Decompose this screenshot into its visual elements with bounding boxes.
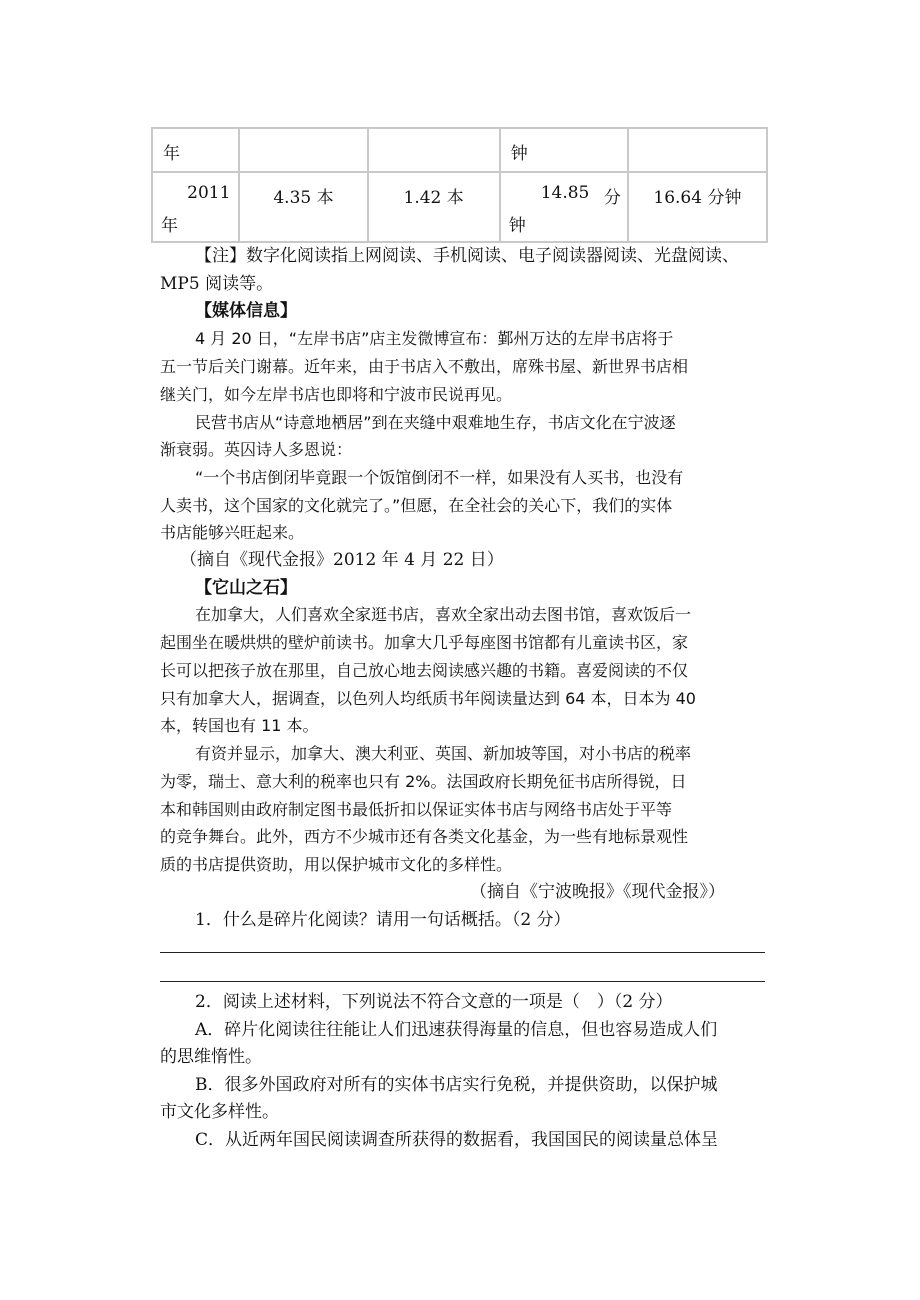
option-b-line: B．很多外国政府对所有的实体书店实行免税，并提供资助，以保护城 bbox=[195, 1075, 718, 1095]
other-source: （摘自《宁波晚报》《现代金报》） bbox=[470, 882, 725, 902]
media-quote-line: 人卖书，这个国家的文化就完了。”但愿，在全社会的关心下，我们的实体 bbox=[160, 496, 673, 515]
media-paragraph-line: 五一节后关门谢幕。近年来，由于书店入不敷出，席殊书屋、新世界书店相 bbox=[160, 357, 689, 376]
e-books-value: 1.42 本 bbox=[403, 188, 464, 208]
question-2: 2．阅读上述材料，下列说法不符合文意的一项是（ ）（2 分） bbox=[195, 992, 673, 1012]
media-quote-line: 书店能够兴旺起来。 bbox=[160, 523, 305, 542]
digital-time-value: 14.85 bbox=[540, 183, 590, 203]
media-source: （摘自《现代金报》2012 年 4 月 22 日） bbox=[180, 550, 504, 570]
reading-survey-table bbox=[151, 127, 768, 243]
option-a-line: A．碎片化阅读往往能让人们迅速获得海量的信息，但也容易造成人们 bbox=[195, 1020, 718, 1040]
option-a-line: 的思维惰性。 bbox=[160, 1047, 262, 1067]
media-quote-line: “一个书店倒闭毕竟跟一个饭馆倒闭不一样，如果没有人买书，也没有 bbox=[195, 468, 684, 487]
other-paragraph-line: 长可以把孩子放在那里，自己放心地去阅读感兴趣的书籍。喜爱阅读的不仅 bbox=[160, 661, 689, 680]
note-line: 【注】数字化阅读指上网阅读、手机阅读、电子阅读器阅读、光盘阅读、 bbox=[195, 246, 739, 266]
other-paragraph-line: 本和韩国则由政府制定图书最低折扣以保证实体书店与网络书店处于平等 bbox=[160, 800, 673, 819]
table-row bbox=[152, 172, 767, 242]
other-paragraph-line: 本，转国也有 11 本。 bbox=[160, 716, 319, 735]
option-b-line: 市文化多样性。 bbox=[160, 1102, 279, 1122]
year-unit: 年 bbox=[161, 216, 178, 236]
other-paragraph-line: 只有加拿大人，据调查，以色列人均纸质书年阅读量达到 64 本，日本为 40 bbox=[160, 689, 696, 708]
answer-line[interactable] bbox=[160, 981, 765, 982]
other-time-value: 16.64 分钟 bbox=[653, 188, 742, 208]
other-paragraph-line: 为零，瑞士、意大利的税率也只有 2%。法国政府长期免征书店所得锐，日 bbox=[160, 772, 687, 791]
paper-books-value: 4.35 本 bbox=[273, 188, 334, 208]
option-c-line: C．从近两年国民阅读调查所获得的数据看，我国国民的阅读量总体呈 bbox=[195, 1130, 719, 1150]
digital-time-unit-tail: 钟 bbox=[508, 216, 526, 236]
question-1: 1．什么是碎片化阅读？请用一句话概括。（2 分） bbox=[195, 910, 571, 930]
note-line: MP5 阅读等。 bbox=[160, 274, 274, 294]
other-paragraph-line: 质的书店提供资助，用以保护城市文化的多样性。 bbox=[160, 855, 513, 874]
media-paragraph-line: 4 月 20 日，“左岸书店”店主发微博宣布：鄞州万达的左岸书店将于 bbox=[195, 329, 674, 348]
other-paragraph-line: 起围坐在暖烘烘的壁炉前读书。加拿大几乎每座图书馆都有儿童读书区，家 bbox=[160, 633, 689, 652]
year-cell: 年 bbox=[163, 144, 180, 164]
other-paragraph-line: 有资并显示，加拿大、澳大利亚、英国、新加坡等国，对小书店的税率 bbox=[195, 744, 692, 763]
media-paragraph-line: 渐衰弱。英囚诗人多恩说： bbox=[160, 440, 353, 459]
answer-line[interactable] bbox=[160, 952, 765, 953]
digital-time-cell: 钟 bbox=[510, 144, 528, 164]
section-heading-other: 【它山之石】 bbox=[195, 578, 297, 598]
table-row bbox=[152, 128, 767, 172]
year-value: 2011 bbox=[187, 183, 231, 203]
section-heading-media: 【媒体信息】 bbox=[195, 301, 297, 321]
digital-time-unit: 分 bbox=[603, 188, 621, 208]
other-paragraph-line: 在加拿大，人们喜欢全家逛书店，喜欢全家出动去图书馆，喜欢饭后一 bbox=[195, 605, 692, 624]
media-paragraph-line: 继关门，如今左岸书店也即将和宁波市民说再见。 bbox=[160, 385, 513, 404]
media-paragraph-line: 民营书店从“诗意地栖居”到在夹缝中艰难地生存，书店文化在宁波逐 bbox=[195, 413, 676, 432]
other-paragraph-line: 的竞争舞台。此外，西方不少城市还有各类文化基金，为一些有地标景观性 bbox=[160, 827, 689, 846]
